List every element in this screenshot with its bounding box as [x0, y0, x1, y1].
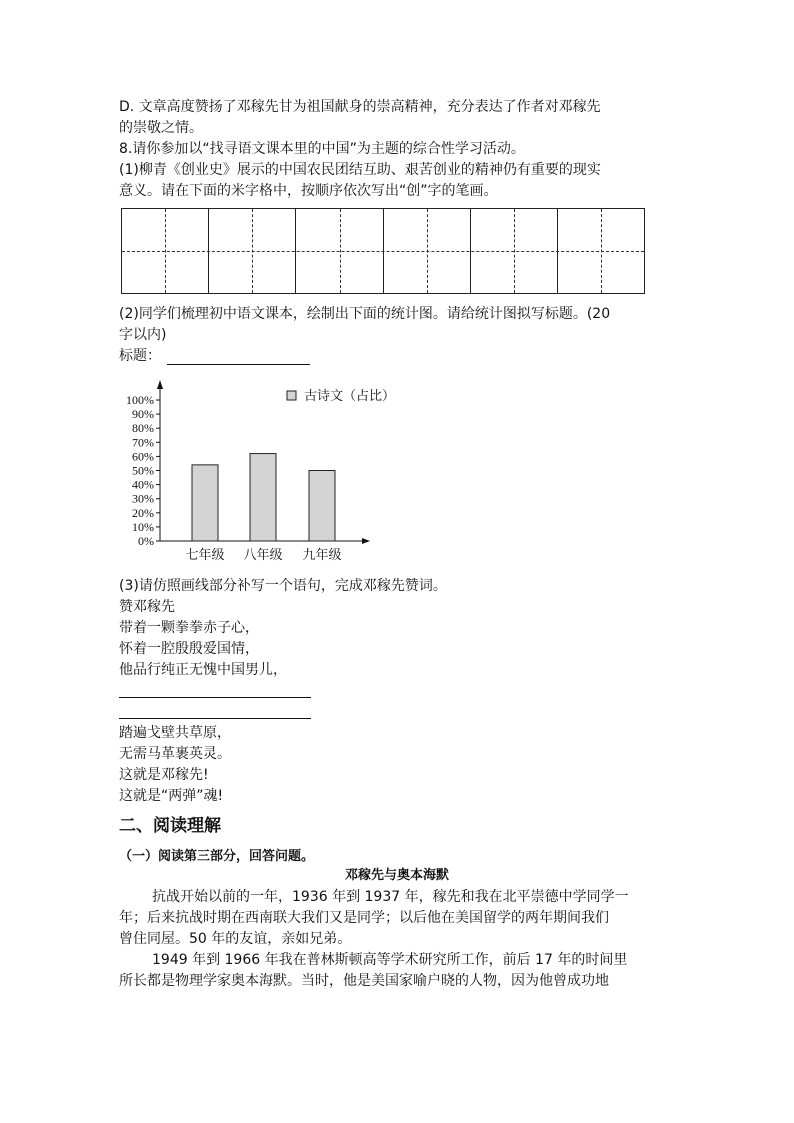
- question-8-part1-line-1: (1)柳青《创业史》展示的中国农民团结互助、艰苦创业的精神仍有重要的现实: [119, 162, 601, 178]
- bar: [192, 465, 218, 541]
- question-8-intro: 8.请你参加以“找寻语文课本里的中国”为主题的综合性学习活动。: [119, 141, 525, 157]
- x-category-label: 九年级: [302, 547, 342, 562]
- grid-cell[interactable]: [296, 209, 384, 293]
- grid-cell[interactable]: [558, 209, 644, 293]
- grid-vertical-guide: [165, 209, 166, 293]
- article-paragraph-line: 1949 年到 1966 年我在普林斯顿高等学术研究所工作，前后 17 年的时间里: [152, 952, 628, 968]
- article-paragraph-line: 抗战开始以前的一年，1936 年到 1937 年，稼先和我在北平崇德中学同学一: [152, 889, 629, 905]
- grid-vertical-guide: [601, 209, 602, 293]
- grid-vertical-guide: [340, 209, 341, 293]
- section-subheading: （一）阅读第三部分，回答问题。: [119, 849, 315, 864]
- y-tick-label: 40%: [132, 477, 154, 492]
- x-category-label: 八年级: [243, 547, 283, 562]
- y-tick-label: 50%: [132, 463, 154, 478]
- mizi-grid[interactable]: [121, 208, 645, 294]
- chart-axes: [157, 380, 370, 544]
- legend-swatch: [287, 391, 296, 400]
- y-tick-label: 80%: [132, 421, 154, 436]
- chart-legend: [287, 388, 395, 403]
- poem-line: 踏遍戈壁共草原，: [119, 725, 231, 741]
- title-label: 标题：: [119, 348, 161, 364]
- y-tick-label: 90%: [132, 407, 154, 422]
- question-8-part2-line-1: (2)同学们梳理初中语文课本，绘制出下面的统计图。请给统计图拟写标题。(20: [119, 306, 611, 322]
- bar: [309, 471, 335, 542]
- poem-line: 他品行纯正无愧中国男儿，: [119, 662, 287, 678]
- x-category-labels: [185, 547, 341, 562]
- y-tick-label: 70%: [132, 435, 154, 450]
- poem-answer-blank-1[interactable]: [119, 681, 311, 698]
- y-axis-arrow: [157, 380, 163, 389]
- article-paragraph-line: 年；后来抗战时期在西南联大我们又是同学；以后他在美国留学的两年期间我们: [119, 910, 609, 926]
- section-heading: 二、阅读理解: [119, 816, 221, 836]
- poem-line: 带着一颗拳拳赤子心，: [119, 620, 259, 636]
- poem-answer-blank-2[interactable]: [119, 702, 311, 719]
- x-axis-arrow: [362, 538, 370, 544]
- poem-line: 这就是“两弹”魂!: [119, 788, 224, 804]
- x-category-label: 七年级: [185, 547, 225, 562]
- grid-cell[interactable]: [384, 209, 471, 293]
- y-tick-label: 0%: [138, 534, 154, 548]
- y-tick-label: 60%: [132, 449, 154, 464]
- grid-cell[interactable]: [209, 209, 296, 293]
- article-paragraph-line: 曾住同屋。50 年的友谊，亲如兄弟。: [119, 931, 352, 947]
- option-d-line-1: D. 文章高度赞扬了邓稼先甘为祖国献身的崇高精神，充分表达了作者对邓稼先: [119, 99, 601, 115]
- question-8-part3-intro: (3)请仿照画线部分补写一个语句，完成邓稼先赞词。: [119, 578, 447, 594]
- legend-label: 古诗文（占比）: [304, 388, 396, 403]
- grid-vertical-guide: [252, 209, 253, 293]
- y-tick-label: 10%: [132, 519, 154, 534]
- grid-vertical-guide: [427, 209, 428, 293]
- y-tick-label: 30%: [132, 491, 154, 506]
- poem-title: 赞邓稼先: [119, 599, 175, 615]
- grid-vertical-guide: [514, 209, 515, 293]
- question-8-part1-line-2: 意义。请在下面的米字格中，按顺序依次写出“创”字的笔画。: [119, 183, 498, 199]
- poem-line: 这就是邓稼先!: [119, 767, 209, 783]
- poem-line: 怀着一腔殷殷爱国情，: [119, 641, 259, 657]
- option-d-line-2: 的崇敬之情。: [119, 120, 203, 136]
- y-tick-label: 100%: [126, 393, 154, 407]
- article-title: 邓稼先与奥本海默: [344, 868, 449, 883]
- grid-cell[interactable]: [471, 209, 558, 293]
- title-answer-blank[interactable]: [167, 347, 310, 365]
- grid-cell[interactable]: [122, 209, 209, 293]
- article-paragraph-line: 所长都是物理学家奥本海默。当时，他是美国家喻户晓的人物，因为他曾成功地: [119, 973, 609, 989]
- question-8-part2-line-2: 字以内): [119, 327, 167, 343]
- chart-bars: [192, 454, 335, 541]
- bar: [250, 454, 276, 541]
- y-tick-labels: [126, 393, 160, 548]
- y-tick-label: 20%: [132, 505, 154, 520]
- poem-line: 无需马革裹英灵。: [119, 746, 231, 762]
